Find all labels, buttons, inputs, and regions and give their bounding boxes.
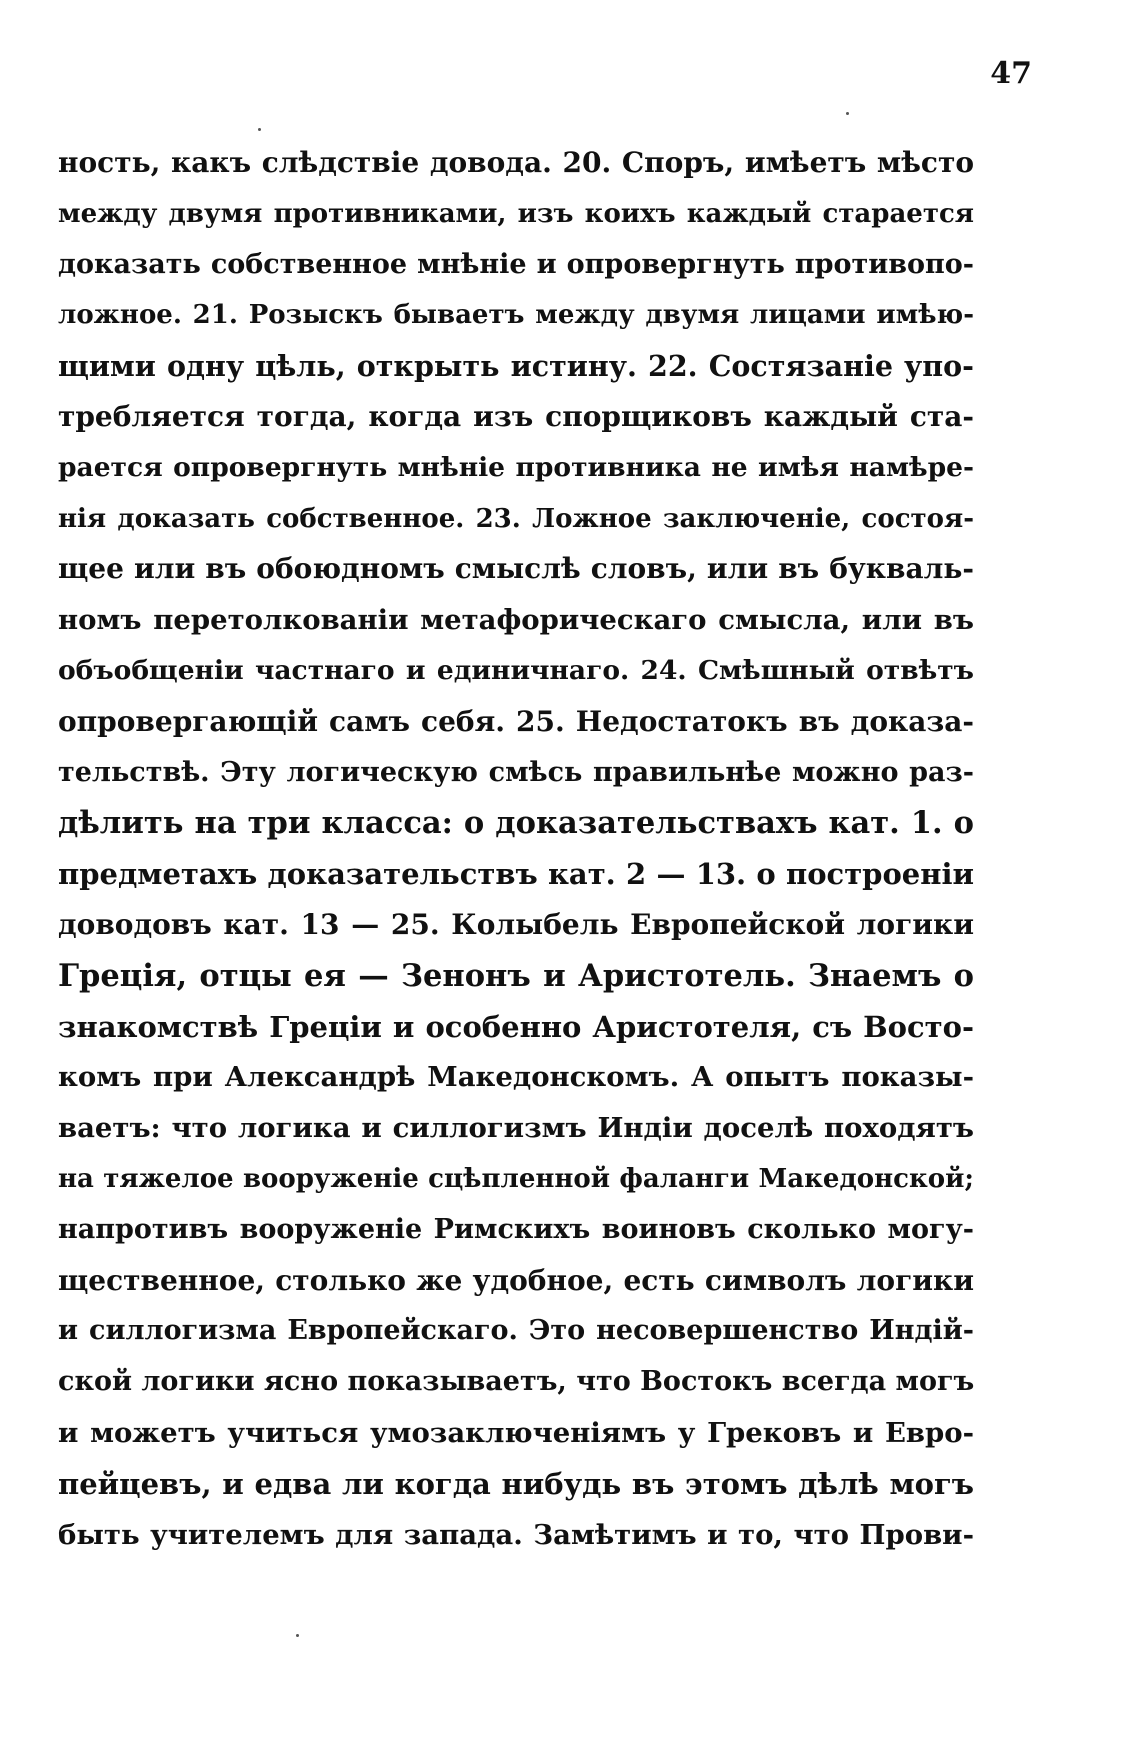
text-line: пейцевъ, и едва ли когда нибудь въ этомъ дѣлѣ могъ: [58, 1466, 974, 1501]
text-line: доказать собственное мнѣніе и опровергнуть противопо-: [58, 248, 974, 280]
text-line: тельствѣ. Эту логическую смѣсь правильнѣе можно раз-: [58, 756, 974, 788]
text-line: Греція, отцы ея — Зенонъ и Аристотель. Знаемъ о: [58, 957, 974, 994]
text-line: щее или въ обоюдномъ смыслѣ словъ, или въ букваль-: [58, 552, 974, 586]
text-line: щественное, столько же удобное, есть символъ логики: [58, 1263, 974, 1297]
paper-speck: [258, 128, 261, 131]
text-line: ложное. 21. Розыскъ бываетъ между двумя лицами имѣю-: [58, 300, 974, 331]
text-line: на тяжелое вооруженіе сцѣпленной фаланги Македонской;: [58, 1163, 974, 1194]
text-line: рается опровергнуть мнѣніе противника не имѣя намѣре-: [58, 451, 974, 483]
text-line: доводовъ кат. 13 — 25. Колыбель Европейской логики: [58, 907, 974, 941]
paper-speck: [296, 1634, 299, 1637]
text-line: ность, какъ слѣдствіе довода. 20. Споръ, имѣетъ мѣсто: [58, 146, 974, 179]
text-line: ваетъ: что логика и силлогизмъ Индіи доселѣ походятъ: [58, 1112, 974, 1145]
text-line: опровергающій самъ себя. 25. Недостатокъ въ доказа-: [58, 704, 974, 738]
text-line: предметахъ доказательствъ кат. 2 — 13. о построеніи: [58, 857, 974, 892]
text-line: ской логики ясно показываетъ, что Востокъ всегда могъ: [58, 1366, 974, 1398]
text-line: щими одну цѣль, открыть истину. 22. Состязаніе упо-: [58, 349, 974, 384]
text-line: знакомствѣ Греціи и особенно Аристотеля, съ Восто-: [58, 1009, 974, 1044]
text-line: комъ при Александрѣ Македонскомъ. А опытъ показы-: [58, 1061, 974, 1094]
page-number: 47: [990, 56, 1032, 91]
text-line: дѣлить на три класса: о доказательствахъ кат. 1. о: [58, 805, 974, 842]
text-line: между двумя противниками, изъ коихъ каждый старается: [58, 198, 974, 229]
text-line: требляется тогда, когда изъ спорщиковъ каждый ста-: [58, 399, 974, 433]
text-line: номъ перетолкованіи метафорическаго смысла, или въ: [58, 604, 974, 637]
body-text: [58, 138, 974, 1560]
text-line: быть учителемъ для запада. Замѣтимъ и то, что Прови-: [58, 1518, 974, 1551]
text-line: объобщеніи частнаго и единичнаго. 24. Смѣшный отвѣтъ: [58, 654, 974, 686]
text-line: и можетъ учиться умозаключеніямъ у Грековъ и Евро-: [58, 1416, 974, 1449]
paper-speck: [846, 112, 849, 115]
text-line: и силлогизма Европейскаго. Это несовершенство Индій-: [58, 1315, 974, 1347]
text-line: напротивъ вооруженіе Римскихъ воиновъ сколько могу-: [58, 1213, 974, 1245]
text-line: нія доказать собственное. 23. Ложное заключеніе, состоя-: [58, 503, 974, 534]
